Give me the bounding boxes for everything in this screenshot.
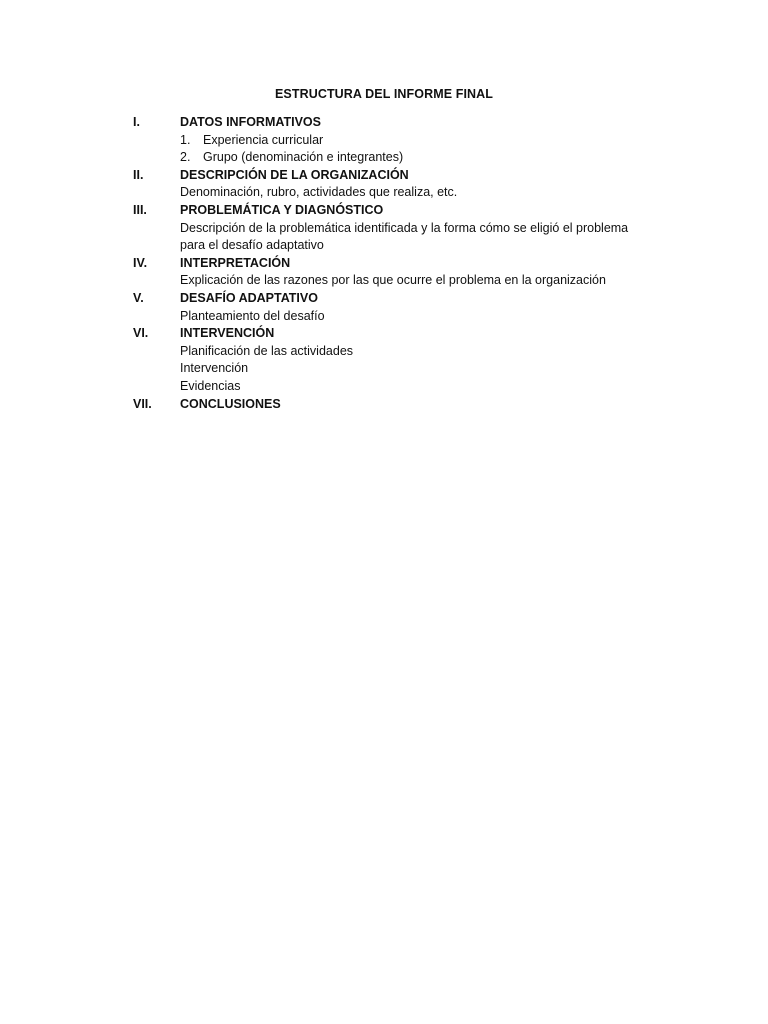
- section-numeral: I.: [133, 115, 140, 129]
- section-heading: INTERVENCIÓN: [180, 326, 275, 341]
- document-title: ESTRUCTURA DEL INFORME FINAL: [274, 87, 494, 101]
- section-detail-line: Intervención: [180, 361, 249, 376]
- subitem-number: 2.: [180, 150, 191, 165]
- section-heading: PROBLEMÁTICA Y DIAGNÓSTICO: [180, 202, 384, 217]
- section-numeral: III.: [133, 202, 147, 217]
- section-header: [133, 202, 673, 220]
- section-header: [133, 167, 673, 185]
- section-numeral: II.: [133, 167, 144, 182]
- section-heading: DATOS INFORMATIVOS: [180, 115, 321, 129]
- section-heading: DESAFÍO ADAPTATIVO: [180, 290, 318, 305]
- section-numeral: VI.: [133, 326, 149, 341]
- section-numeral: V.: [133, 290, 144, 305]
- section-interpretacion: [133, 255, 673, 290]
- section-problematica-diagnostico: [133, 202, 673, 255]
- section-desafio-adaptativo: [133, 290, 673, 325]
- numbered-subitem: [180, 149, 673, 167]
- section-header: [133, 114, 673, 132]
- section-detail-line: Planteamiento del desafío: [180, 308, 325, 323]
- section-header: [133, 255, 673, 273]
- section-heading: INTERPRETACIÓN: [180, 255, 291, 270]
- section-heading: DESCRIPCIÓN DE LA ORGANIZACIÓN: [180, 167, 409, 182]
- numbered-subitem: [180, 132, 673, 150]
- section-detail-line: Descripción de la problemática identificada y la forma cómo se eligió el problema: [180, 220, 629, 235]
- section-intervencion: [133, 325, 673, 395]
- section-detail-line: Planificación de las actividades: [180, 343, 354, 358]
- section-datos-informativos: [133, 114, 673, 167]
- section-detail-line: Evidencias: [180, 378, 241, 393]
- subitem-text: Grupo (denominación e integrantes): [203, 150, 404, 165]
- subitem-text: Experiencia curricular: [203, 132, 324, 147]
- section-header: [133, 290, 673, 308]
- section-conclusiones: [133, 396, 673, 414]
- section-heading: CONCLUSIONES: [180, 396, 281, 411]
- section-detail-line: Denominación, rubro, actividades que realiza, etc.: [180, 185, 458, 200]
- section-detail-line: Explicación de las razones por las que ocurre el problema en la organización: [180, 273, 606, 288]
- section-header: [133, 396, 673, 414]
- report-outline: [133, 114, 673, 413]
- section-numeral: VII.: [133, 396, 152, 411]
- section-numeral: IV.: [133, 255, 148, 270]
- section-detail-line: para el desafío adaptativo: [180, 238, 324, 253]
- section-descripcion-organizacion: [133, 167, 673, 202]
- section-header: [133, 325, 673, 343]
- subitem-number: 1.: [180, 132, 191, 147]
